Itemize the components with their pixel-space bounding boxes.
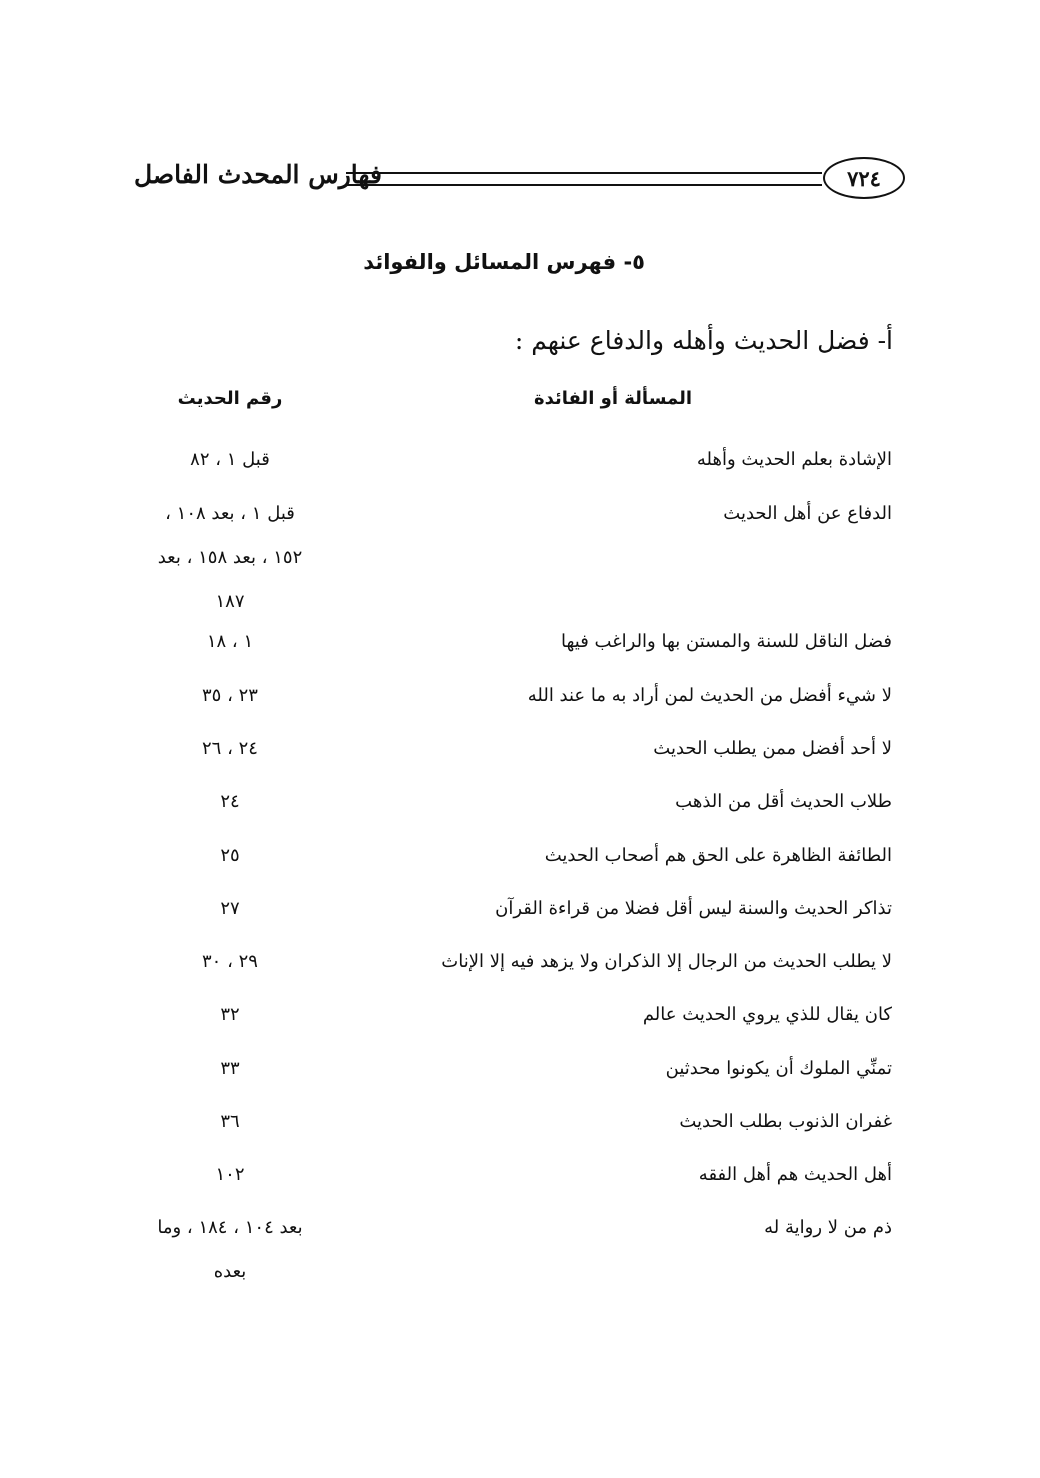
issue-text: لا شيء أفضل من الحديث لمن أراد به ما عند الله: [527, 685, 892, 706]
issue-text: الإشادة بعلم الحديث وأهله: [696, 449, 892, 470]
hadith-number-cell: [130, 834, 330, 878]
header-double-rule: [346, 172, 822, 186]
hadith-number-cell: [130, 1100, 330, 1144]
issue-text: الدفاع عن أهل الحديث: [723, 503, 892, 524]
hadith-number-line: ١ ، ١٨: [206, 631, 254, 652]
hadith-number-line: قبل ١ ، ٨٢: [190, 449, 270, 470]
hadith-number-cell: [130, 620, 330, 664]
hadith-number-line: ٣٢: [220, 1004, 240, 1025]
hadith-number-cell: [130, 727, 330, 771]
hadith-number-cell: [130, 993, 330, 1037]
issue-text: تذاكر الحديث والسنة ليس أقل فضلا من قراءة القرآن: [495, 898, 892, 919]
issue-text: ذم من لا رواية له: [764, 1217, 892, 1238]
hadith-number-cell: [130, 1206, 330, 1294]
hadith-number-line: بعد ١٠٤ ، ١٨٤ ، وما: [157, 1217, 303, 1238]
hadith-number-cell: [130, 1153, 330, 1197]
issue-text: فضل الناقل للسنة والمستن بها والراغب فيها: [561, 631, 892, 652]
hadith-number-line: ١٥٢ ، بعد ١٥٨ ، بعد: [157, 547, 303, 568]
hadith-number-cell: [130, 940, 330, 984]
hadith-number-line: ١٠٢: [215, 1164, 245, 1185]
issue-text: كان يقال للذي يروي الحديث عالم: [642, 1004, 892, 1025]
hadith-number-line: ١٨٧: [215, 591, 245, 612]
issue-text: الطائفة الظاهرة على الحق هم أصحاب الحديث: [544, 845, 892, 866]
hadith-number-line: قبل ١ ، بعد ١٠٨ ،: [165, 503, 295, 524]
issue-column-header: المسألة أو الفائدة: [533, 388, 692, 409]
section-title: ٥- فهرس المسائل والفوائد: [363, 250, 645, 274]
hadith-number-cell: [130, 1047, 330, 1091]
hadith-number-line: ٣٦: [220, 1111, 240, 1132]
issue-text: طلاب الحديث أقل من الذهب: [675, 791, 892, 812]
hadith-number-cell: [130, 674, 330, 718]
issue-text: تمنِّي الملوك أن يكونوا محدثين: [665, 1058, 892, 1079]
hadith-number-cell: [130, 780, 330, 824]
hadith-number-column-header: رقم الحديث: [177, 388, 283, 409]
hadith-number-line: ٢٩ ، ٣٠: [202, 951, 258, 972]
hadith-number-cell: [130, 887, 330, 931]
hadith-number-line: ٢٤: [220, 791, 240, 812]
hadith-number-line: ٢٤ ، ٢٦: [202, 738, 258, 759]
running-head-title: فهارس المحدث الفاصل: [134, 160, 382, 189]
issue-text: غفران الذنوب بطلب الحديث: [679, 1111, 892, 1132]
issue-text: لا أحد أفضل ممن يطلب الحديث: [653, 738, 892, 759]
hadith-number-line: ٢٣ ، ٣٥: [202, 685, 258, 706]
issue-text: لا يطلب الحديث من الرجال إلا الذكران ولا يزهد فيه إلا الإناث: [441, 951, 892, 972]
page-number: ٧٢٤: [847, 165, 881, 191]
hadith-number-cell: [130, 492, 330, 624]
hadith-number-line: ٢٥: [220, 845, 240, 866]
hadith-number-line: ٣٣: [220, 1058, 240, 1079]
hadith-number-cell: [130, 438, 330, 482]
issue-text: أهل الحديث هم أهل الفقه: [698, 1164, 892, 1185]
hadith-number-line: بعده: [213, 1261, 247, 1282]
subsection-title: أ- فضل الحديث وأهله والدفاع عنهم :: [514, 326, 893, 355]
hadith-number-line: ٢٧: [220, 898, 240, 919]
page-number-badge: [823, 157, 905, 199]
